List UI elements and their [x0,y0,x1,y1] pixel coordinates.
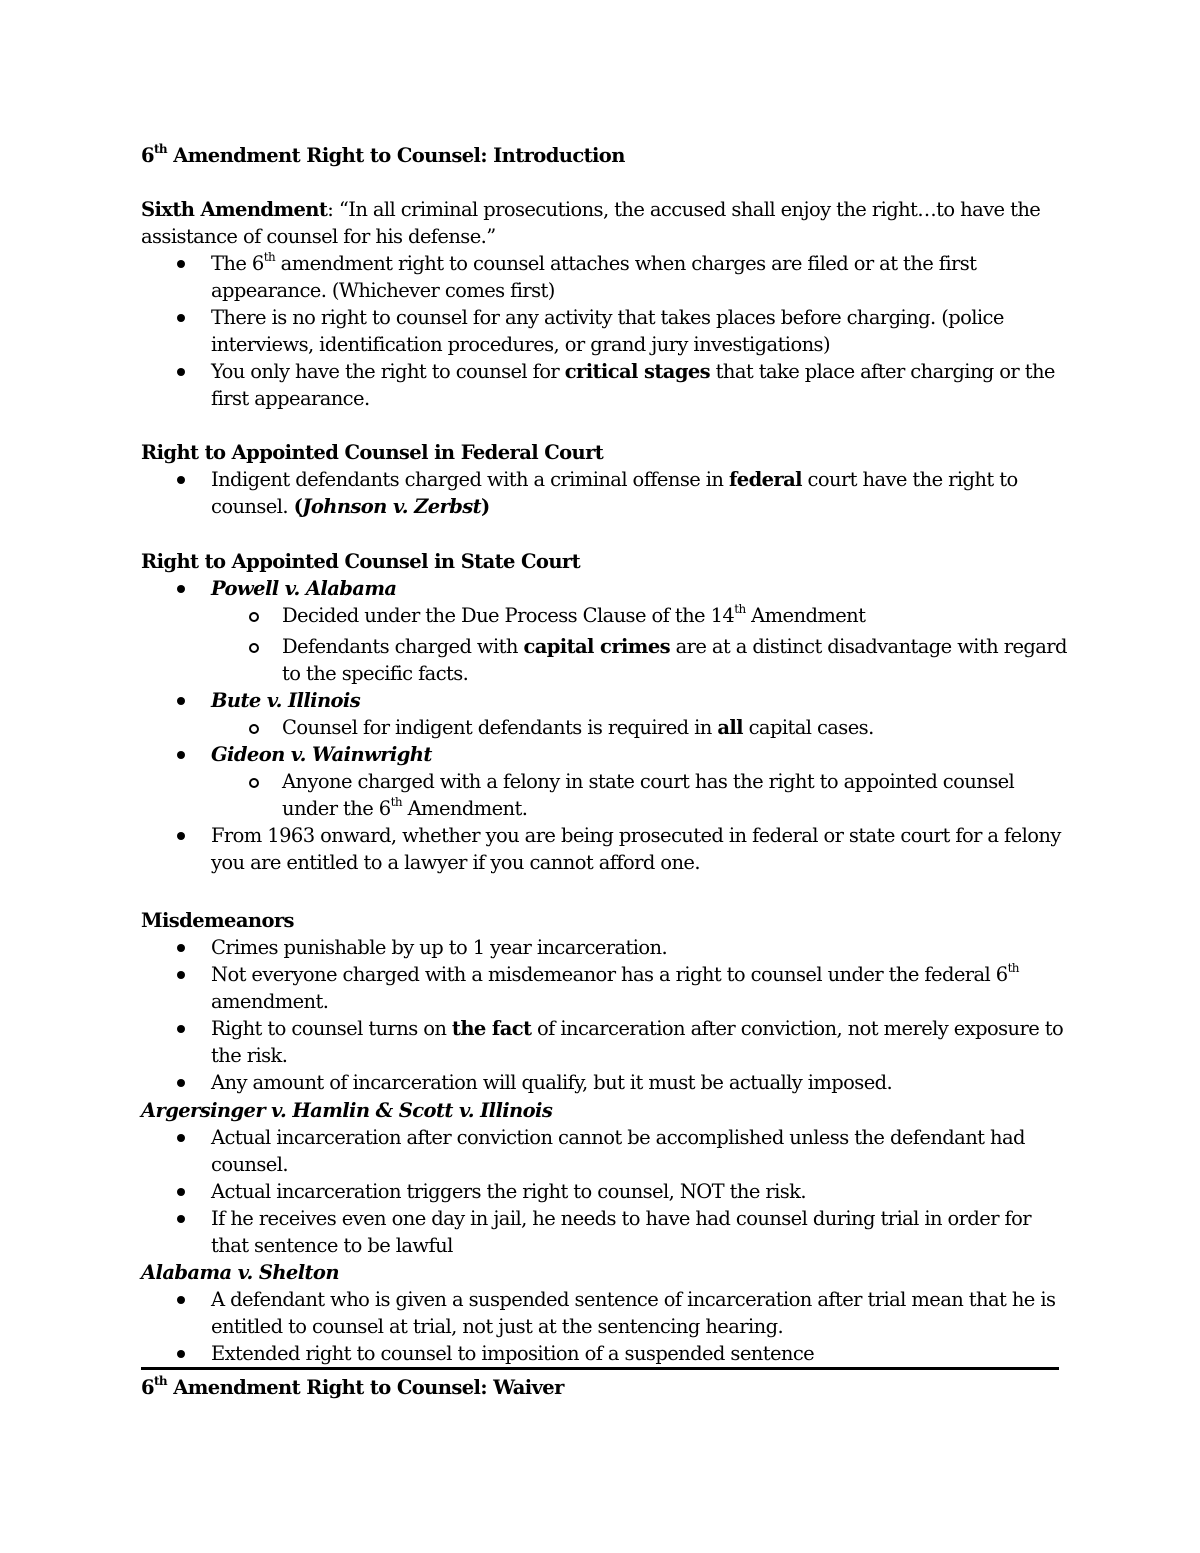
misdemeanors-heading: Misdemeanors [141,909,294,932]
list-item: There is no right to counsel for any activity that takes places before charging. (police interviews, identification procedures, or grand jury investigations) [141,304,1071,358]
argersinger-section [141,1097,1071,1259]
list-item [141,687,1071,714]
list-item: A defendant who is given a suspended sentence of incarceration after trial mean that he is entitled to counsel at trial, not just at the sentencing hearing. [141,1286,1071,1340]
federal-heading: Right to Appointed Counsel in Federal Court [141,441,604,464]
list-item: Not everyone charged with a misdemeanor has a right to counsel under the federal 6th amendment. [141,961,1071,1015]
list-item: You only have the right to counsel for critical stages that take place after charging or the first appearance. [141,358,1071,412]
sixth-amendment-label: Sixth Amendment [141,198,328,221]
sub-list-item: Decided under the Due Process Clause of the 14th Amendment [141,602,1071,629]
list-item [141,741,1071,768]
case-name: Bute v. Illinois [211,689,361,712]
case-name: Powell v. Alabama [211,577,397,600]
list-item [141,575,1071,602]
federal-section [141,439,1071,520]
intro-bullet-list [141,250,1071,412]
list-item: Right to counsel turns on the fact of incarceration after conviction, not merely exposure to the risk. [141,1015,1071,1069]
intro-section [141,142,1071,412]
argersinger-bullet-list [141,1124,1071,1259]
sub-list-item: Counsel for indigent defendants is required in all capital cases. [141,714,1071,741]
section-divider [141,1367,1059,1370]
state-bullet-list [141,575,1071,876]
list-item: Any amount of incarceration will qualify, but it must be actually imposed. [141,1069,1071,1096]
sub-list-item: Anyone charged with a felony in state court has the right to appointed counsel under the 6th Amendment. [141,768,1071,822]
federal-bullet-list [141,466,1071,520]
list-item: Indigent defendants charged with a criminal offense in federal court have the right to counsel. (Johnson v. Zerbst) [141,466,1071,520]
list-item: The 6th amendment right to counsel attaches when charges are filed or at the first appearance. (Whichever comes first) [141,250,1071,304]
intro-title: 6th Amendment Right to Counsel: Introduction [141,141,625,167]
sub-list-item: Defendants charged with capital crimes are at a distinct disadvantage with regard to the specific facts. [141,633,1071,687]
list-item: Extended right to counsel to imposition of a suspended sentence [141,1340,1071,1367]
shelton-section [141,1259,1071,1367]
misdemeanors-section [141,907,1071,1096]
shelton-heading: Alabama v. Shelton [141,1261,339,1284]
state-section [141,548,1071,876]
list-item: Crimes punishable by up to 1 year incarceration. [141,934,1071,961]
state-heading: Right to Appointed Counsel in State Court [141,550,581,573]
waiver-section [141,1374,1071,1401]
misdemeanors-bullet-list [141,934,1071,1096]
list-item: Actual incarceration after conviction cannot be accomplished unless the defendant had counsel. [141,1124,1071,1178]
case-name: Johnson v. Zerbst [302,495,482,518]
waiver-title: 6th Amendment Right to Counsel: Waiver [141,1373,564,1399]
shelton-bullet-list [141,1286,1071,1367]
sixth-amendment-paragraph: Sixth Amendment: “In all criminal prosecutions, the accused shall enjoy the right…to have the assistance of counsel for his defense.” [141,198,1041,248]
list-item: From 1963 onward, whether you are being prosecuted in federal or state court for a felony you are entitled to a lawyer if you cannot afford one. [141,822,1071,876]
list-item: Actual incarceration triggers the right to counsel, NOT the risk. [141,1178,1071,1205]
argersinger-heading: Argersinger v. Hamlin & Scott v. Illinois [141,1099,553,1122]
list-item: If he receives even one day in jail, he needs to have had counsel during trial in order for that sentence to be lawful [141,1205,1071,1259]
case-name: Gideon v. Wainwright [211,743,432,766]
